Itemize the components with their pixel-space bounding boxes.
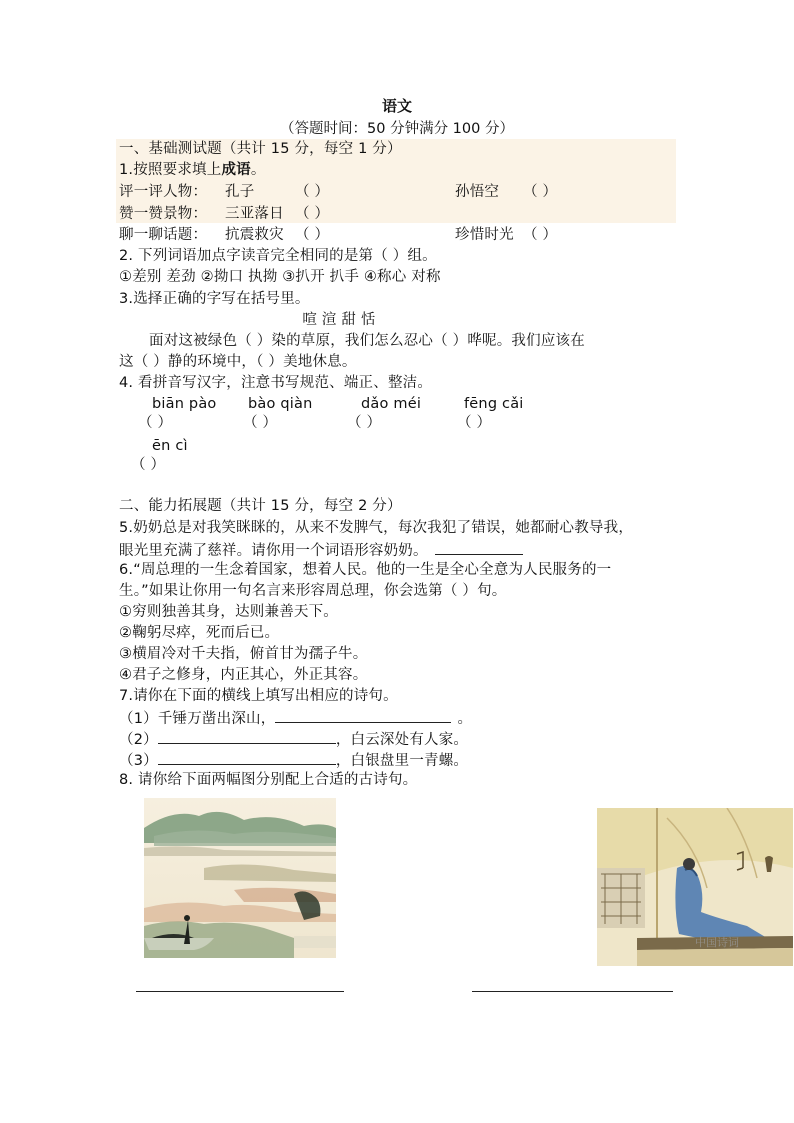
q5-answer-line[interactable] xyxy=(435,539,523,555)
q7-prompt: 7.请你在下面的横线上填写出相应的诗句。 xyxy=(119,688,398,704)
q4-prompt: 4. 看拼音写汉字，注意书写规范、端正、整洁。 xyxy=(119,375,433,391)
pinyin-label: biān pào xyxy=(152,396,217,412)
q8-prompt: 8. 请你给下面两幅图分别配上合适的古诗句。 xyxy=(119,772,418,788)
q5-line-1: 5.奶奶总是对我笑眯眯的，从来不发脾气，每次我犯了错误，她都耐心教导我， xyxy=(119,520,634,536)
q7-item-after: ，白银盘里一青螺。 xyxy=(335,753,469,769)
q1-row-3 xyxy=(119,225,675,246)
answer-blank[interactable]: （ ） xyxy=(295,227,330,243)
q1-row-item: 孙悟空 xyxy=(455,184,500,200)
q1-row-1 xyxy=(119,182,675,203)
q8-answer-line-left[interactable] xyxy=(136,991,344,992)
q2-options: ①差别 差劲 ②拗口 执拗 ③扒开 扒手 ④称心 对称 xyxy=(119,269,441,285)
q8-answer-line-right[interactable] xyxy=(472,991,673,992)
q6-option: ④君子之修身，内正其心，外正其容。 xyxy=(119,667,368,683)
section2-heading: 二、能力拓展题（共计 15 分，每空 2 分） xyxy=(119,498,402,514)
lake-landscape-image xyxy=(144,798,336,958)
q2-prompt: 2. 下列词语加点字读音完全相同的是第（ ）组。 xyxy=(119,248,437,264)
q7-item-2 xyxy=(119,728,675,749)
q1-row-item: 三亚落日 xyxy=(225,206,284,222)
q1-row-item: 珍惜时光 xyxy=(455,227,514,243)
answer-blank[interactable]: （ ） xyxy=(295,206,330,222)
answer-blank[interactable]: （ ） xyxy=(523,184,558,200)
q1-prompt-suffix: 。 xyxy=(250,162,266,178)
answer-blank[interactable]: （ ） xyxy=(523,227,558,243)
image-watermark: 中国诗词 xyxy=(695,936,739,949)
q4-pinyin-row-2 xyxy=(119,436,675,457)
q3-line-1: 面对这被绿色（ ）染的草原，我们怎么忍心（ ）哗呢。我们应该在 xyxy=(149,333,585,349)
q7-item-after: ，白云深处有人家。 xyxy=(335,732,469,748)
q6-option: ③横眉冷对千夫指，俯首甘为孺子牛。 xyxy=(119,646,368,662)
answer-blank[interactable]: （ ） xyxy=(131,457,166,473)
page-title: 语文 xyxy=(381,97,412,115)
q1-row-label: 聊一聊话题： xyxy=(119,227,208,243)
answer-blank[interactable]: （ ） xyxy=(457,415,492,431)
q1-prompt xyxy=(119,160,675,181)
q7-answer-line[interactable] xyxy=(158,749,336,765)
q4-blanks-row-2 xyxy=(119,455,675,476)
answer-blank[interactable]: （ ） xyxy=(138,415,173,431)
pinyin-label: ēn cì xyxy=(152,438,188,454)
answer-blank[interactable]: （ ） xyxy=(295,184,330,200)
q4-pinyin-row-1 xyxy=(119,394,675,415)
q1-row-item: 孔子 xyxy=(225,184,255,200)
q7-answer-line[interactable] xyxy=(158,728,336,744)
answer-blank[interactable]: （ ） xyxy=(243,415,278,431)
q7-item-1 xyxy=(119,707,675,728)
q6-line-2: 生。”如果让你用一句名言来形容周总理，你会选第（ ）句。 xyxy=(119,583,507,599)
pinyin-label: bào qiàn xyxy=(248,396,313,412)
q6-option: ①穷则独善其身，达则兼善天下。 xyxy=(119,604,338,620)
pinyin-label: fēng cǎi xyxy=(464,396,524,412)
q6-option: ②鞠躬尽瘁，死而后已。 xyxy=(119,625,280,641)
q3-chars: 喧 渲 甜 恬 xyxy=(302,312,376,328)
q3-line-2: 这（ ）静的环境中，（ ）美地休息。 xyxy=(119,354,357,370)
q3-prompt: 3.选择正确的字写在括号里。 xyxy=(119,291,310,307)
q7-item-after: 。 xyxy=(457,711,473,727)
q7-item-number: （2） xyxy=(119,732,158,748)
page-subtitle: （答题时间：50 分钟满分 100 分） xyxy=(280,121,514,137)
scholar-study-image xyxy=(597,808,793,966)
q1-prompt-bold: 成语 xyxy=(221,162,251,178)
q4-blanks-row-1 xyxy=(119,413,675,434)
q5-line-2 xyxy=(119,539,675,560)
q7-item-before: 千锤万凿出深山， xyxy=(157,711,276,727)
q1-row-label: 评一评人物： xyxy=(119,184,208,200)
q1-row-item: 抗震救灾 xyxy=(225,227,284,243)
q5-line-2-text: 眼光里充满了慈祥。请你用一个词语形容奶奶。 xyxy=(119,543,428,559)
q7-item-3 xyxy=(119,749,675,770)
q7-item-number: （3） xyxy=(119,753,158,769)
pinyin-label: dǎo méi xyxy=(361,396,422,412)
answer-blank[interactable]: （ ） xyxy=(347,415,382,431)
q1-prompt-prefix: 1.按照要求填上 xyxy=(119,162,222,178)
q1-row-label: 赞一赞景物： xyxy=(119,206,208,222)
section1-heading: 一、基础测试题（共计 15 分，每空 1 分） xyxy=(119,141,402,157)
q6-line-1: 6.“周总理的一生念着国家，想着人民。他的一生是全心全意为人民服务的一 xyxy=(119,562,612,578)
q7-answer-line[interactable] xyxy=(275,707,451,723)
q7-item-number: （1） xyxy=(119,711,158,727)
q1-row-2 xyxy=(119,204,675,225)
